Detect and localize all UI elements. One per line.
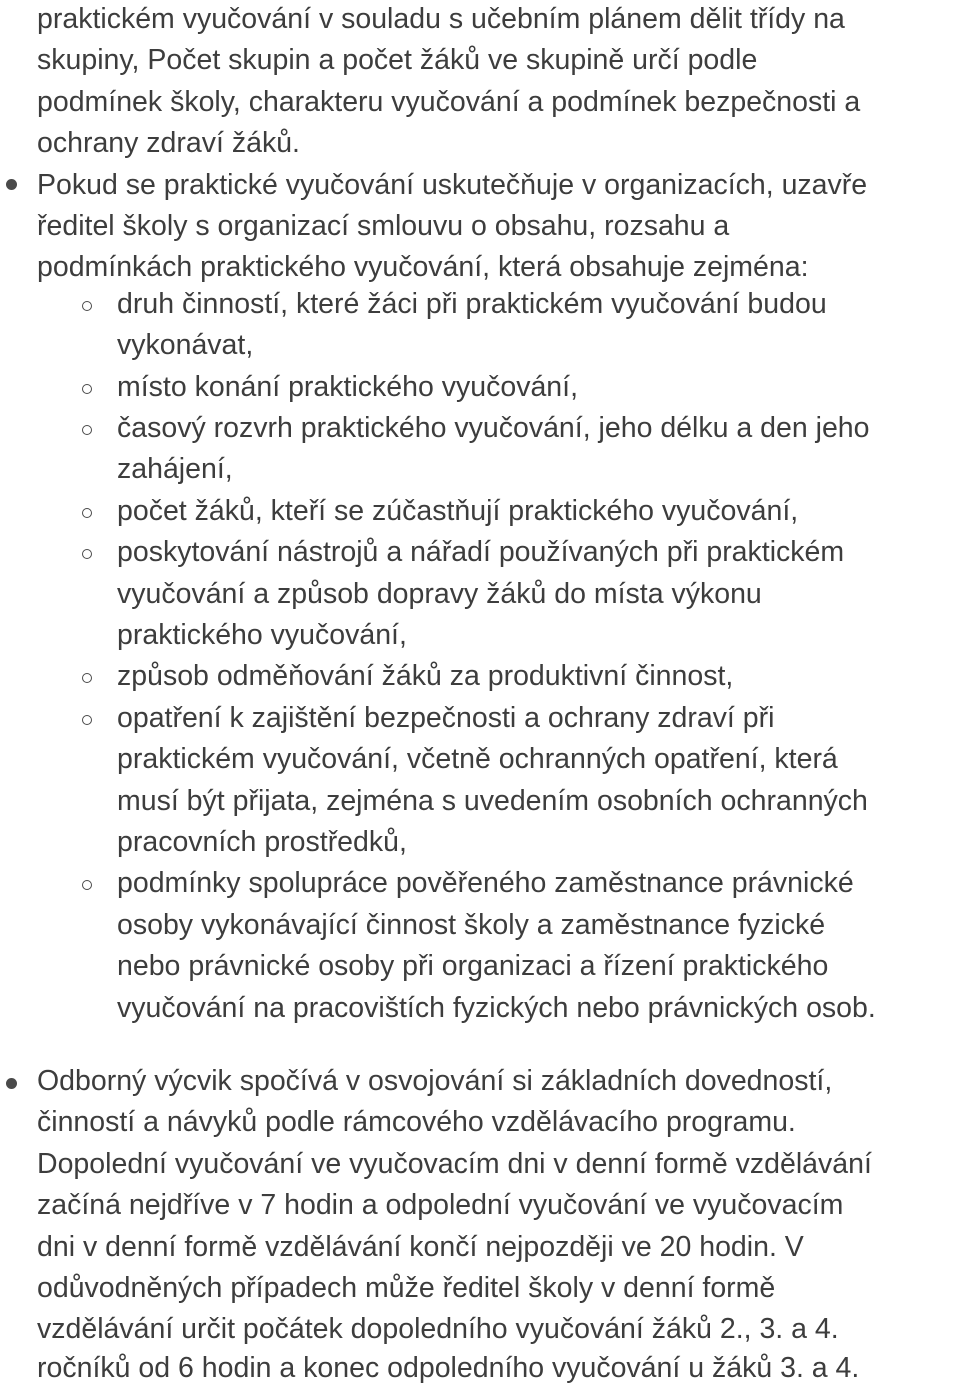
text-line: praktickém vyučování v souladu s učebním plánem dělit třídy na (37, 3, 845, 35)
bullet-icon (6, 1078, 17, 1089)
text-line: skupiny, Počet skupin a počet žáků ve skupině určí podle (37, 44, 758, 77)
sub-bullet-icon (82, 549, 92, 559)
list-item: vyučování na pracovištích fyzických nebo právnických osob. (117, 991, 876, 1024)
text-line: vzdělávání určit počátek dopoledního vyučování žáků 2., 3. a 4. (37, 1313, 839, 1346)
list-item: pracovních prostředků, (117, 826, 407, 858)
list-item: počet žáků, kteří se zúčastňují praktického vyučování, (117, 494, 799, 527)
text-line: činností a návyků podle rámcového vzdělávacího programu. (37, 1106, 796, 1139)
list-item: praktickém vyučování, včetně ochranných opatření, která (117, 743, 838, 776)
list-item: osoby vykonávající činnost školy a zaměstnance fyzické (117, 908, 826, 941)
sub-bullet-icon (82, 673, 92, 683)
list-item: způsob odměňování žáků za produktivní činnost, (117, 660, 734, 693)
text-line: ročníků od 6 hodin a konec odpoledního vyučování u žáků 3. a 4. (37, 1352, 860, 1384)
sub-bullet-icon (82, 301, 92, 311)
list-item: podmínky spolupráce pověřeného zaměstnance právnické (117, 867, 854, 900)
list-item: opatření k zajištění bezpečnosti a ochrany zdraví při (117, 701, 775, 734)
sub-bullet-icon (82, 425, 92, 435)
text-line: ochrany zdraví žáků. (37, 127, 300, 160)
bullet-icon (6, 179, 17, 190)
text-line: Odborný výcvik spočívá v osvojování si základních dovedností, (37, 1065, 833, 1097)
text-line: podmínek školy, charakteru vyučování a podmínek bezpečnosti a (37, 85, 861, 118)
text-line: odůvodněných případech může ředitel školy v denní formě (37, 1272, 776, 1304)
text-line: začíná nejdříve v 7 hodin a odpolední vyučování ve vyučovacím (37, 1189, 844, 1222)
sub-bullet-icon (82, 508, 92, 518)
list-item: časový rozvrh praktického vyučování, jeho délku a den jeho (117, 412, 870, 444)
sub-bullet-icon (82, 880, 92, 890)
list-item: místo konání praktického vyučování, (117, 370, 578, 403)
text-line: Pokud se praktické vyučování uskutečňuje v organizacích, uzavře (37, 168, 868, 201)
list-item: musí být přijata, zejména s uvedením osobních ochranných (117, 784, 868, 817)
list-item: nebo právnické osoby při organizaci a řízení praktického (117, 950, 829, 983)
list-item: poskytování nástrojů a nářadí používaných při praktickém (117, 536, 845, 569)
text-line: podmínkách praktického vyučování, která obsahuje zejména: (37, 251, 809, 284)
list-item: vykonávat, (117, 329, 254, 362)
list-item: praktického vyučování, (117, 619, 407, 651)
sub-bullet-icon (82, 384, 92, 394)
list-item: vyučování a způsob dopravy žáků do místa výkonu (117, 577, 762, 610)
sub-bullet-icon (82, 715, 92, 725)
text-line: dni v denní formě vzdělávání končí nejpozději ve 20 hodin. V (37, 1230, 804, 1263)
text-line: Dopolední vyučování ve vyučovacím dni v denní formě vzdělávání (37, 1147, 872, 1180)
text-line: ředitel školy s organizací smlouvu o obsahu, rozsahu a (37, 210, 730, 242)
list-item: druh činností, které žáci při praktickém vyučování budou (117, 287, 827, 320)
list-item: zahájení, (117, 453, 233, 486)
